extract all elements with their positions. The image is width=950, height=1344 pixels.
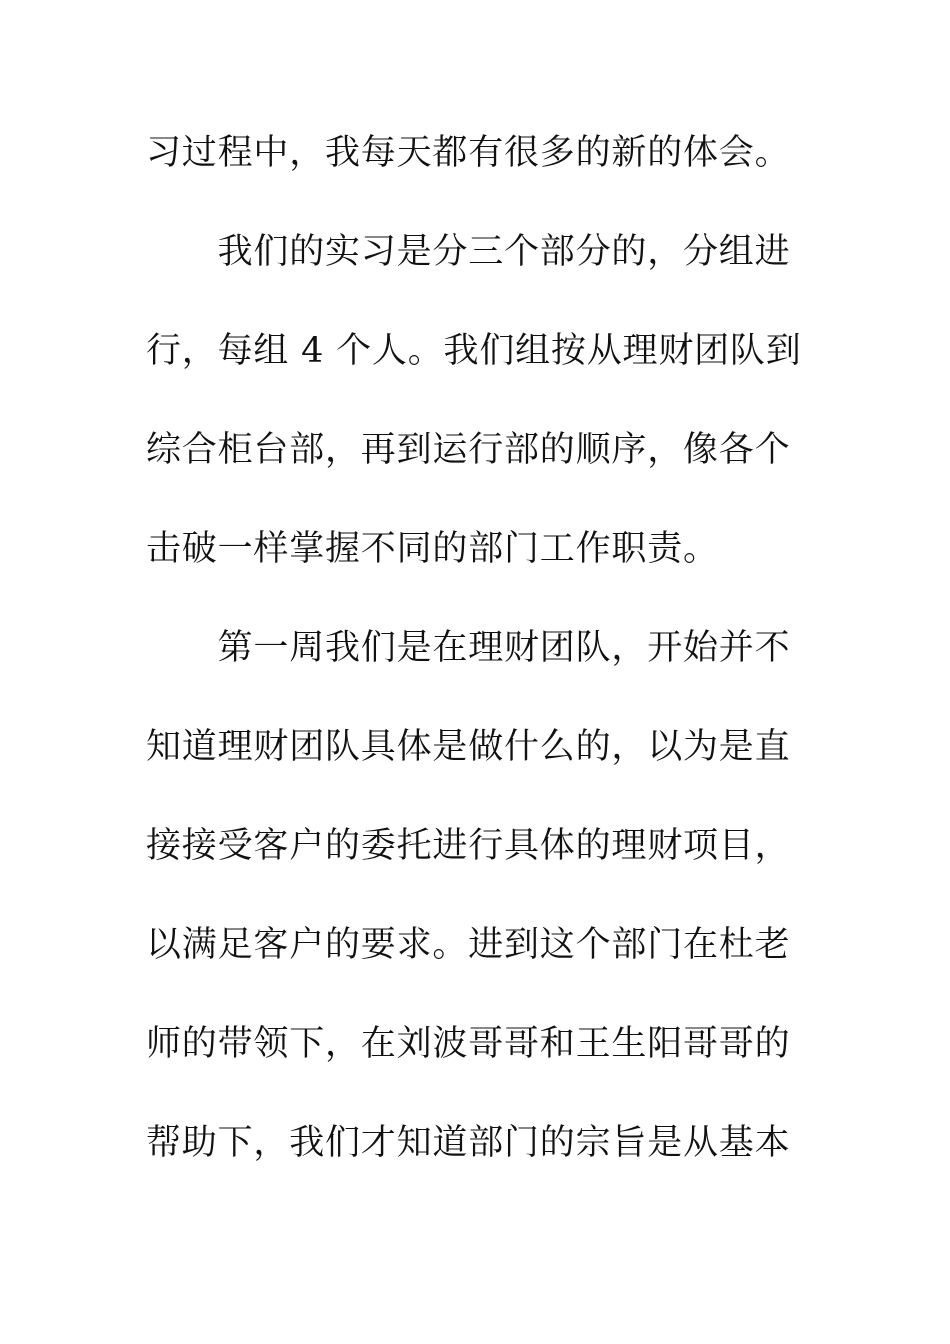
text-line: 我们的实习是分三个部分的，分组进	[146, 232, 791, 272]
text-line: 接接受客户的委托进行具体的理财项目，	[146, 826, 791, 866]
text-line: 帮助下，我们才知道部门的宗旨是从基本	[146, 1123, 791, 1163]
text-line: 行，每组 4 个人。我们组按从理财团队到	[146, 331, 802, 371]
text-line: 综合柜台部，再到运行部的顺序，像各个	[146, 430, 791, 470]
text-line: 知道理财团队具体是做什么的，以为是直	[146, 727, 791, 767]
text-line: 习过程中，我每天都有很多的新的体会。	[146, 133, 791, 173]
text-line: 击破一样掌握不同的部门工作职责。	[146, 529, 719, 569]
text-line: 以满足客户的要求。进到这个部门在杜老	[146, 925, 791, 965]
text-line: 师的带领下，在刘波哥哥和王生阳哥哥的	[146, 1024, 791, 1064]
text-line: 第一周我们是在理财团队，开始并不	[146, 628, 791, 668]
